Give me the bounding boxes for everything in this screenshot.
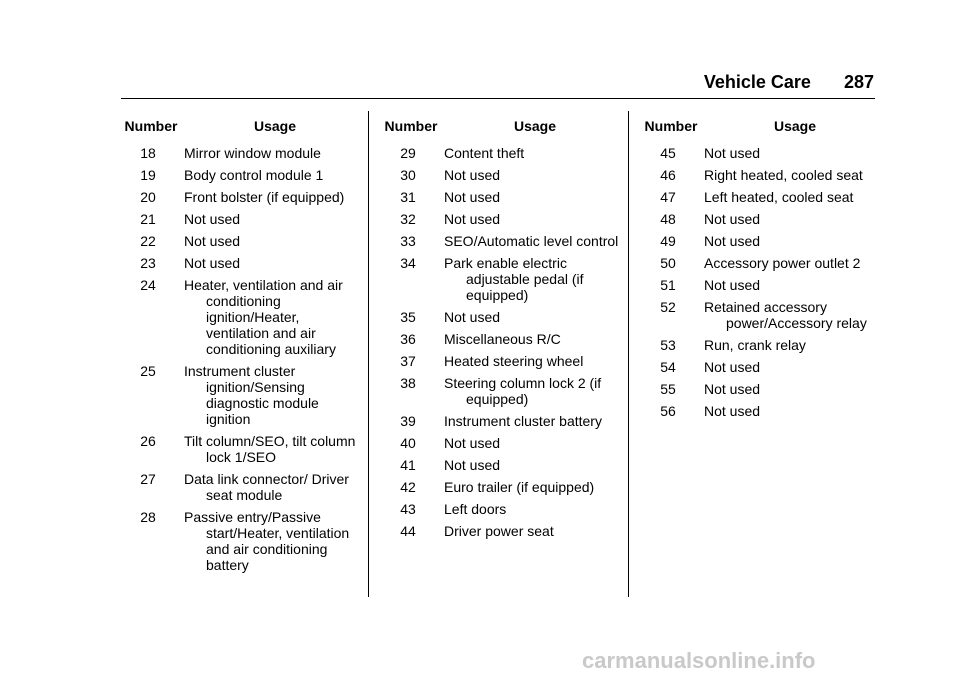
fuse-usage: Not used	[704, 403, 761, 419]
table-row	[112, 363, 360, 427]
fuse-usage: Park enable electric adjustable pedal (if equipped)	[444, 255, 584, 303]
fuse-usage: Not used	[444, 211, 501, 227]
fuse-usage: Not used	[704, 233, 761, 249]
fuse-number: 33	[400, 233, 416, 249]
table-header	[112, 118, 360, 134]
table-row	[372, 145, 620, 161]
fuse-usage: Data link connector/ Driver seat module	[184, 471, 349, 503]
table-row	[112, 471, 360, 503]
table-row	[632, 277, 880, 293]
fuse-number: 22	[140, 233, 156, 249]
table-row	[632, 233, 880, 249]
table-row	[372, 309, 620, 325]
table-row	[372, 501, 620, 517]
fuse-usage: Heater, ventilation and air conditioning ignition/Heater, ventilation and air conditioning auxiliary	[184, 277, 343, 357]
number-heading: Number	[644, 118, 698, 134]
fuse-number: 51	[660, 277, 676, 293]
table-row	[112, 433, 360, 465]
fuse-usage: Retained accessory power/Accessory relay	[704, 299, 867, 331]
fuse-number: 46	[660, 167, 676, 183]
page-number: 287	[843, 72, 874, 92]
fuse-usage: Front bolster (if equipped)	[184, 189, 345, 205]
fuse-usage: Not used	[184, 255, 241, 271]
header-rule	[121, 98, 875, 99]
fuse-number: 56	[660, 403, 676, 419]
fuse-usage: Mirror window module	[184, 145, 321, 161]
fuse-usage: Left doors	[444, 501, 507, 517]
fuse-number: 32	[400, 211, 416, 227]
fuse-number: 19	[140, 167, 156, 183]
fuse-number: 52	[660, 299, 676, 315]
table-row	[112, 277, 360, 357]
fuse-usage: Accessory power outlet 2	[704, 255, 861, 271]
fuse-number: 42	[400, 479, 416, 495]
fuse-table-column-3	[632, 118, 880, 425]
fuse-usage: Not used	[704, 381, 761, 397]
fuse-usage: Driver power seat	[444, 523, 554, 539]
fuse-number: 43	[400, 501, 416, 517]
column-divider	[368, 111, 369, 597]
fuse-usage: Steering column lock 2 (if equipped)	[444, 375, 602, 407]
fuse-usage: Left heated, cooled seat	[704, 189, 854, 205]
table-row	[112, 145, 360, 161]
usage-heading: Usage	[513, 118, 557, 134]
fuse-usage: Heated steering wheel	[444, 353, 584, 369]
table-rows	[632, 145, 880, 419]
table-row	[372, 331, 620, 347]
fuse-number: 21	[140, 211, 156, 227]
watermark: carmanualsonline.info	[582, 648, 816, 673]
fuse-usage: SEO/Automatic level control	[444, 233, 619, 249]
fuse-number: 53	[660, 337, 676, 353]
fuse-usage: Not used	[184, 233, 241, 249]
fuse-number: 29	[400, 145, 416, 161]
fuse-usage: Body control module 1	[184, 167, 324, 183]
fuse-table-column-2	[372, 118, 620, 545]
fuse-usage: Not used	[444, 309, 501, 325]
table-row	[632, 145, 880, 161]
page-header	[704, 72, 874, 93]
fuse-number: 50	[660, 255, 676, 271]
fuse-number: 55	[660, 381, 676, 397]
number-heading: Number	[124, 118, 178, 134]
fuse-number: 49	[660, 233, 676, 249]
table-row	[112, 509, 360, 573]
fuse-number: 20	[140, 189, 156, 205]
section-title: Vehicle Care	[703, 72, 811, 92]
fuse-number: 47	[660, 189, 676, 205]
fuse-number: 25	[140, 363, 156, 379]
fuse-number: 27	[140, 471, 156, 487]
fuse-usage: Instrument cluster ignition/Sensing diagnostic module ignition	[184, 363, 319, 427]
table-row	[112, 233, 360, 249]
fuse-table-column-1	[112, 118, 360, 579]
table-row	[372, 255, 620, 303]
table-header	[632, 118, 880, 134]
fuse-usage: Not used	[704, 145, 761, 161]
fuse-usage: Not used	[444, 167, 501, 183]
fuse-usage: Run, crank relay	[704, 337, 806, 353]
fuse-number: 18	[140, 145, 156, 161]
table-row	[372, 233, 620, 249]
fuse-usage: Not used	[444, 189, 501, 205]
table-row	[112, 189, 360, 205]
fuse-number: 41	[400, 457, 416, 473]
number-heading: Number	[384, 118, 438, 134]
fuse-usage: Not used	[704, 211, 761, 227]
fuse-number: 54	[660, 359, 676, 375]
fuse-usage: Not used	[704, 277, 761, 293]
fuse-number: 26	[140, 433, 156, 449]
fuse-number: 48	[660, 211, 676, 227]
table-rows	[372, 145, 620, 539]
fuse-number: 28	[140, 509, 156, 525]
fuse-number: 38	[400, 375, 416, 391]
table-row	[632, 381, 880, 397]
table-rows	[112, 145, 360, 573]
table-row	[372, 353, 620, 369]
fuse-number: 34	[400, 255, 416, 271]
fuse-usage: Content theft	[444, 145, 525, 161]
fuse-usage: Right heated, cooled seat	[704, 167, 863, 183]
table-row	[372, 189, 620, 205]
table-row	[112, 167, 360, 183]
table-row	[372, 375, 620, 407]
fuse-number: 37	[400, 353, 416, 369]
fuse-number: 23	[140, 255, 156, 271]
fuse-number: 30	[400, 167, 416, 183]
table-row	[112, 211, 360, 227]
fuse-usage: Not used	[444, 457, 501, 473]
table-row	[372, 479, 620, 495]
fuse-usage: Miscellaneous R/C	[444, 331, 561, 347]
fuse-number: 24	[140, 277, 156, 293]
fuse-number: 36	[400, 331, 416, 347]
usage-heading: Usage	[253, 118, 297, 134]
fuse-usage: Not used	[184, 211, 241, 227]
fuse-number: 31	[400, 189, 416, 205]
fuse-usage: Not used	[444, 435, 501, 451]
table-row	[372, 435, 620, 451]
table-row	[632, 359, 880, 375]
table-row	[372, 413, 620, 429]
fuse-usage: Euro trailer (if equipped)	[444, 479, 595, 495]
fuse-usage: Passive entry/Passive start/Heater, ventilation and air conditioning battery	[184, 509, 350, 573]
column-divider	[628, 111, 629, 597]
fuse-number: 40	[400, 435, 416, 451]
table-row	[632, 403, 880, 419]
table-row	[632, 337, 880, 353]
fuse-number: 39	[400, 413, 416, 429]
fuse-usage: Not used	[704, 359, 761, 375]
fuse-usage: Instrument cluster battery	[444, 413, 602, 429]
table-row	[632, 167, 880, 183]
fuse-number: 35	[400, 309, 416, 325]
table-row	[632, 189, 880, 205]
table-row	[372, 457, 620, 473]
fuse-number: 45	[660, 145, 676, 161]
fuse-usage: Tilt column/SEO, tilt column lock 1/SEO	[184, 433, 356, 465]
table-row	[372, 167, 620, 183]
table-row	[112, 255, 360, 271]
table-row	[632, 211, 880, 227]
table-header	[372, 118, 620, 134]
usage-heading: Usage	[773, 118, 817, 134]
table-row	[372, 523, 620, 539]
table-row	[632, 299, 880, 331]
table-row	[632, 255, 880, 271]
fuse-number: 44	[400, 523, 416, 539]
table-row	[372, 211, 620, 227]
